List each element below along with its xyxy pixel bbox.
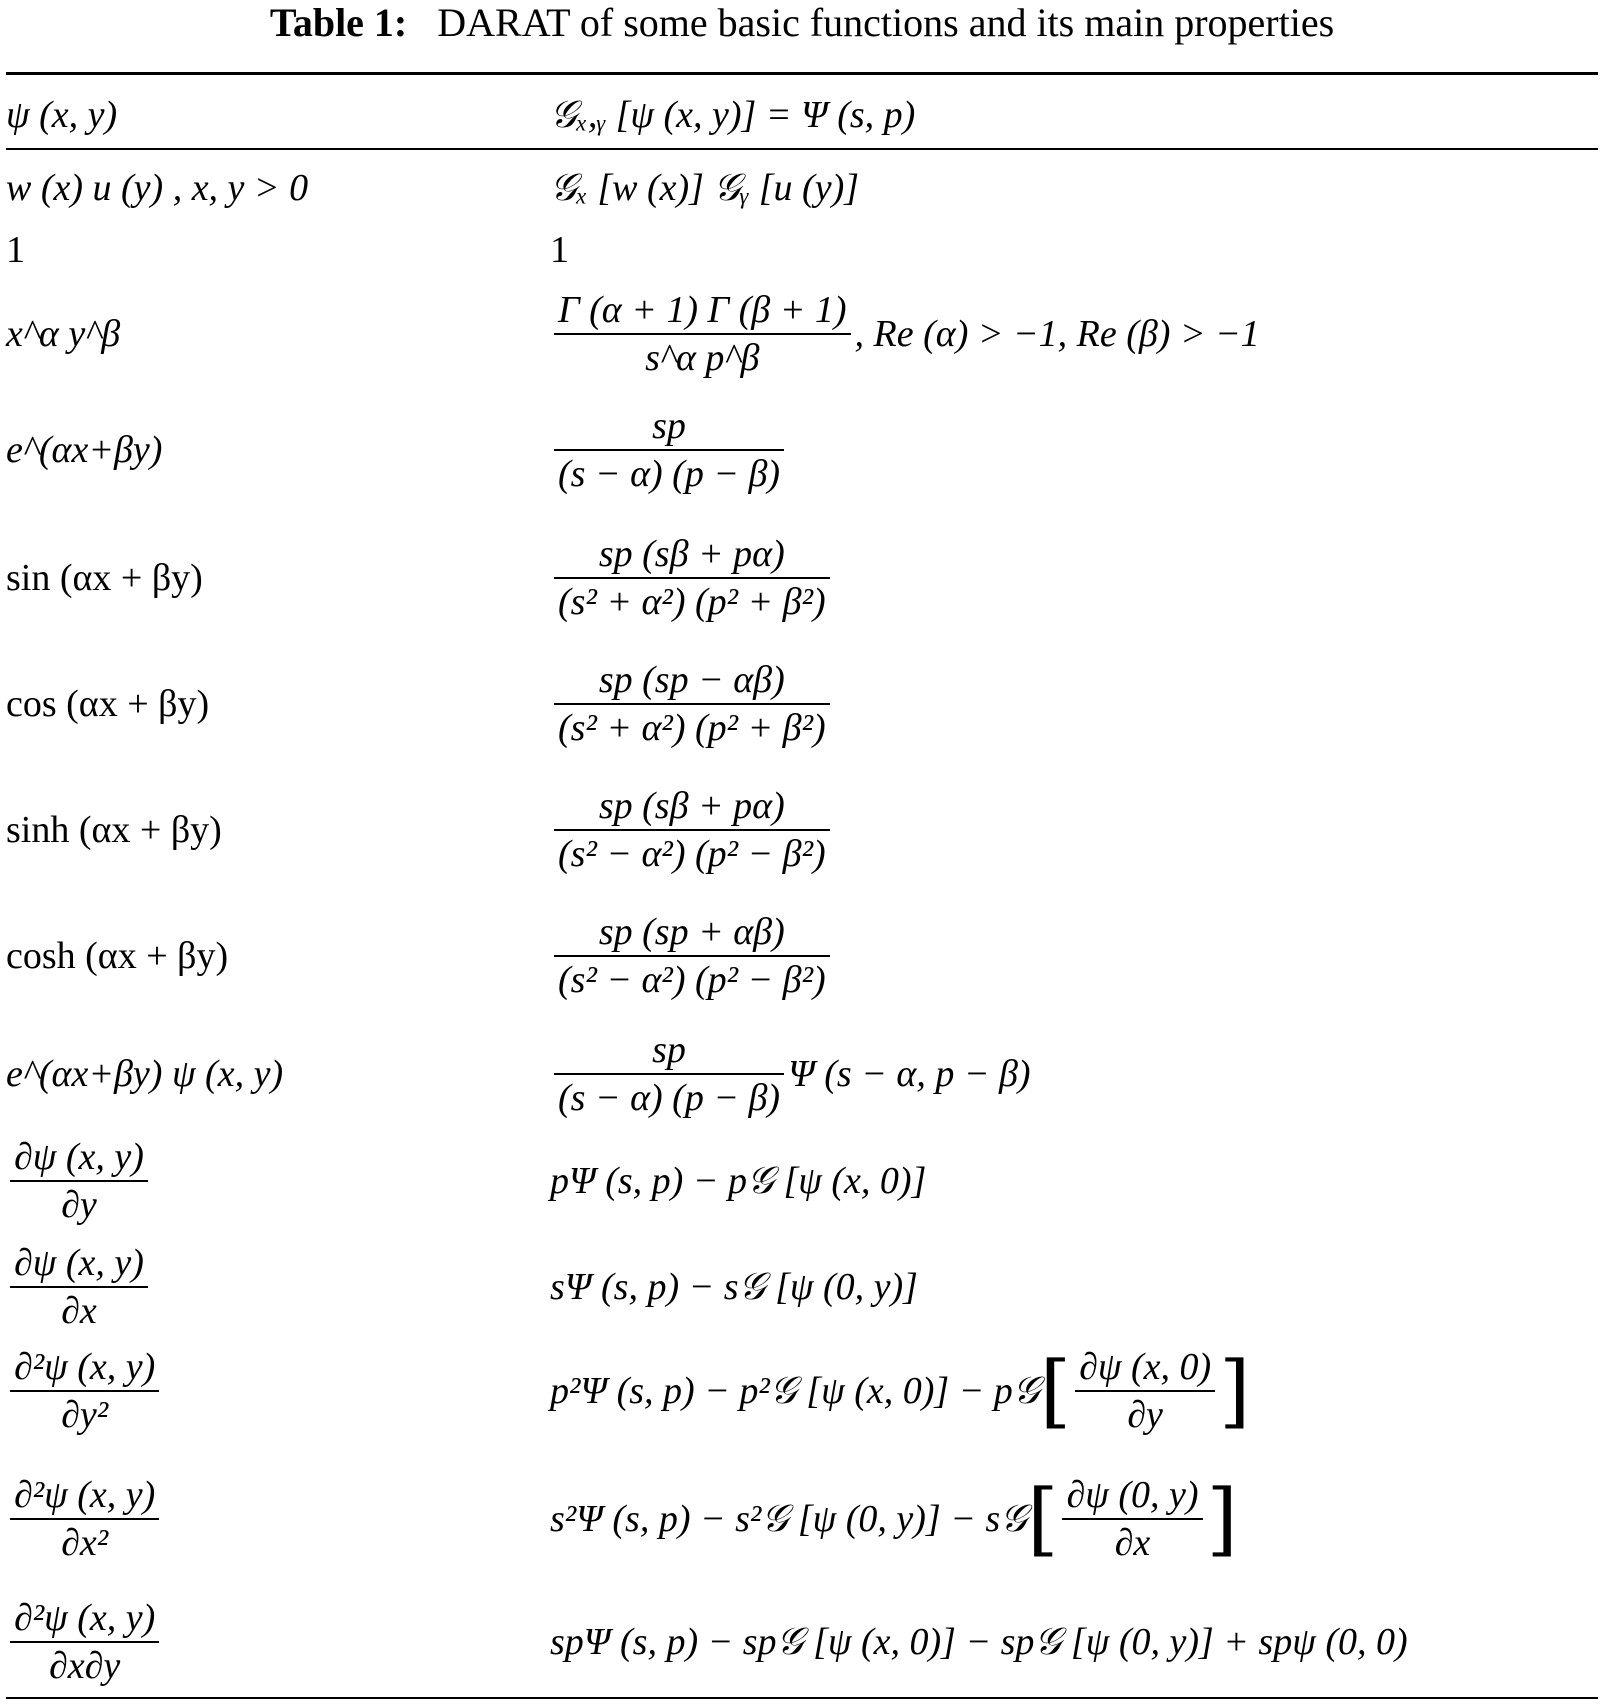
- fraction-denominator: ∂y: [61, 1184, 97, 1226]
- row-transform: spΨ (s, p) − sp𝒢 [ψ (x, 0)] − sp𝒢 [ψ (0, y)] + spψ (0, 0): [550, 1621, 1408, 1663]
- row-function-fraction: [10, 1595, 159, 1689]
- row-function: w (x) u (y) , x, y > 0: [6, 167, 309, 209]
- fraction-numerator: ∂²ψ (x, y): [14, 1474, 156, 1516]
- right-bracket: ]: [1219, 1344, 1251, 1437]
- table-row: [0, 160, 1604, 216]
- bottom-rule: [6, 1697, 1598, 1699]
- fraction-numerator: sp (sβ + pα): [598, 785, 785, 827]
- fraction-numerator: ∂ψ (x, y): [14, 1136, 144, 1178]
- table-row: [0, 1462, 1604, 1576]
- top-rule: [6, 72, 1598, 75]
- table-row: [0, 1590, 1604, 1694]
- row-function-fraction: [10, 1472, 159, 1566]
- row-function-fraction: [10, 1134, 148, 1228]
- header-col2: 𝒢ₓ,ᵧ [ψ (x, y)] = Ψ (s, p): [550, 94, 916, 136]
- fraction-denominator: ∂x: [1114, 1522, 1151, 1564]
- fraction-numerator: ∂ψ (0, y): [1066, 1474, 1199, 1516]
- fraction-numerator: ∂ψ (x, y): [14, 1242, 144, 1284]
- fraction-numerator: ∂²ψ (x, y): [14, 1346, 156, 1388]
- row-function: e^(αx+βy): [6, 429, 163, 471]
- row-transform-fraction: [554, 909, 830, 1003]
- fraction-denominator: (s² + α²) (p² + β²): [558, 707, 826, 749]
- table-row: [0, 1334, 1604, 1448]
- row-transform: sΨ (s, p) − s𝒢 [ψ (0, y)]: [550, 1266, 918, 1308]
- table-row: [0, 222, 1604, 278]
- row-transform: pΨ (s, p) − p𝒢 [ψ (x, 0)]: [550, 1160, 927, 1202]
- left-bracket: [: [1039, 1344, 1072, 1437]
- table-row: [0, 646, 1604, 762]
- row-transform-fraction: [554, 531, 830, 625]
- row-transform: 1: [550, 229, 569, 271]
- caption-label: Table 1:: [269, 0, 408, 45]
- header-row: [0, 86, 1604, 144]
- row-transform-tail: Ψ (s − α, p − β): [788, 1053, 1031, 1095]
- table-row: [0, 396, 1604, 504]
- fraction-numerator: sp (sp − αβ): [598, 659, 785, 701]
- row-function: cos (αx + βy): [6, 683, 210, 725]
- row-transform: p²Ψ (s, p) − p²𝒢 [ψ (x, 0)] − p𝒢: [550, 1370, 1040, 1412]
- row-transform-fraction: [554, 783, 830, 877]
- fraction-denominator: ∂y: [1127, 1394, 1163, 1436]
- row-transform: s²Ψ (s, p) − s²𝒢 [ψ (0, y)] − s𝒢: [550, 1498, 1028, 1540]
- table-row: [0, 520, 1604, 636]
- left-bracket: [: [1027, 1472, 1059, 1565]
- caption-title: DARAT of some basic functions and its main properties: [437, 0, 1335, 45]
- fraction-denominator: s^α p^β: [645, 337, 760, 379]
- row-function-fraction: [10, 1344, 159, 1438]
- row-function: sinh (αx + βy): [6, 809, 222, 851]
- row-function: sin (αx + βy): [6, 557, 203, 599]
- table-row: [0, 284, 1604, 384]
- fraction-denominator: ∂x: [61, 1290, 97, 1332]
- fraction-numerator: sp: [652, 405, 686, 447]
- header-rule: [6, 148, 1598, 150]
- fraction-denominator: (s² − α²) (p² − β²): [558, 833, 826, 875]
- fraction-denominator: (s² + α²) (p² + β²): [558, 581, 826, 623]
- row-transform-fraction: [554, 1027, 784, 1121]
- fraction-denominator: (s − α) (p − β): [558, 453, 781, 495]
- fraction-numerator: sp (sβ + pα): [598, 533, 785, 575]
- fraction-denominator: (s² − α²) (p² − β²): [558, 959, 826, 1001]
- header-col1: ψ (x, y): [6, 94, 118, 136]
- row-function-fraction: [10, 1240, 148, 1334]
- bracket-fraction: [1075, 1344, 1215, 1438]
- fraction-numerator: Γ (α + 1) Γ (β + 1): [558, 289, 847, 331]
- fraction-denominator: (s − α) (p − β): [558, 1077, 781, 1119]
- right-bracket: ]: [1206, 1472, 1238, 1565]
- row-function: x^α y^β: [6, 313, 121, 355]
- row-transform-condition: , Re (α) > −1, Re (β) > −1: [854, 313, 1260, 355]
- row-transform-fraction: [554, 657, 830, 751]
- row-function: e^(αx+βy) ψ (x, y): [6, 1053, 284, 1095]
- table-caption: [0, 0, 1604, 46]
- fraction-numerator: ∂ψ (x, 0): [1079, 1346, 1212, 1388]
- table-row: [0, 898, 1604, 1014]
- row-transform-fraction: [554, 403, 784, 497]
- table-row: [0, 1130, 1604, 1232]
- fraction-denominator: ∂x∂y: [49, 1645, 121, 1687]
- row-function: cosh (αx + βy): [6, 935, 229, 977]
- fraction-denominator: ∂x²: [61, 1522, 109, 1564]
- fraction-numerator: ∂²ψ (x, y): [14, 1597, 156, 1639]
- fraction-numerator: sp (sp + αβ): [598, 911, 785, 953]
- table-row: [0, 1020, 1604, 1128]
- row-function: 1: [6, 229, 25, 271]
- bracket-fraction: [1062, 1472, 1202, 1566]
- fraction-numerator: sp: [652, 1029, 686, 1071]
- table-row: [0, 1236, 1604, 1338]
- row-transform: 𝒢ₓ [w (x)] 𝒢ᵧ [u (y)]: [550, 167, 860, 209]
- row-transform-fraction: [554, 287, 851, 381]
- fraction-denominator: ∂y²: [61, 1394, 109, 1436]
- table-row: [0, 772, 1604, 888]
